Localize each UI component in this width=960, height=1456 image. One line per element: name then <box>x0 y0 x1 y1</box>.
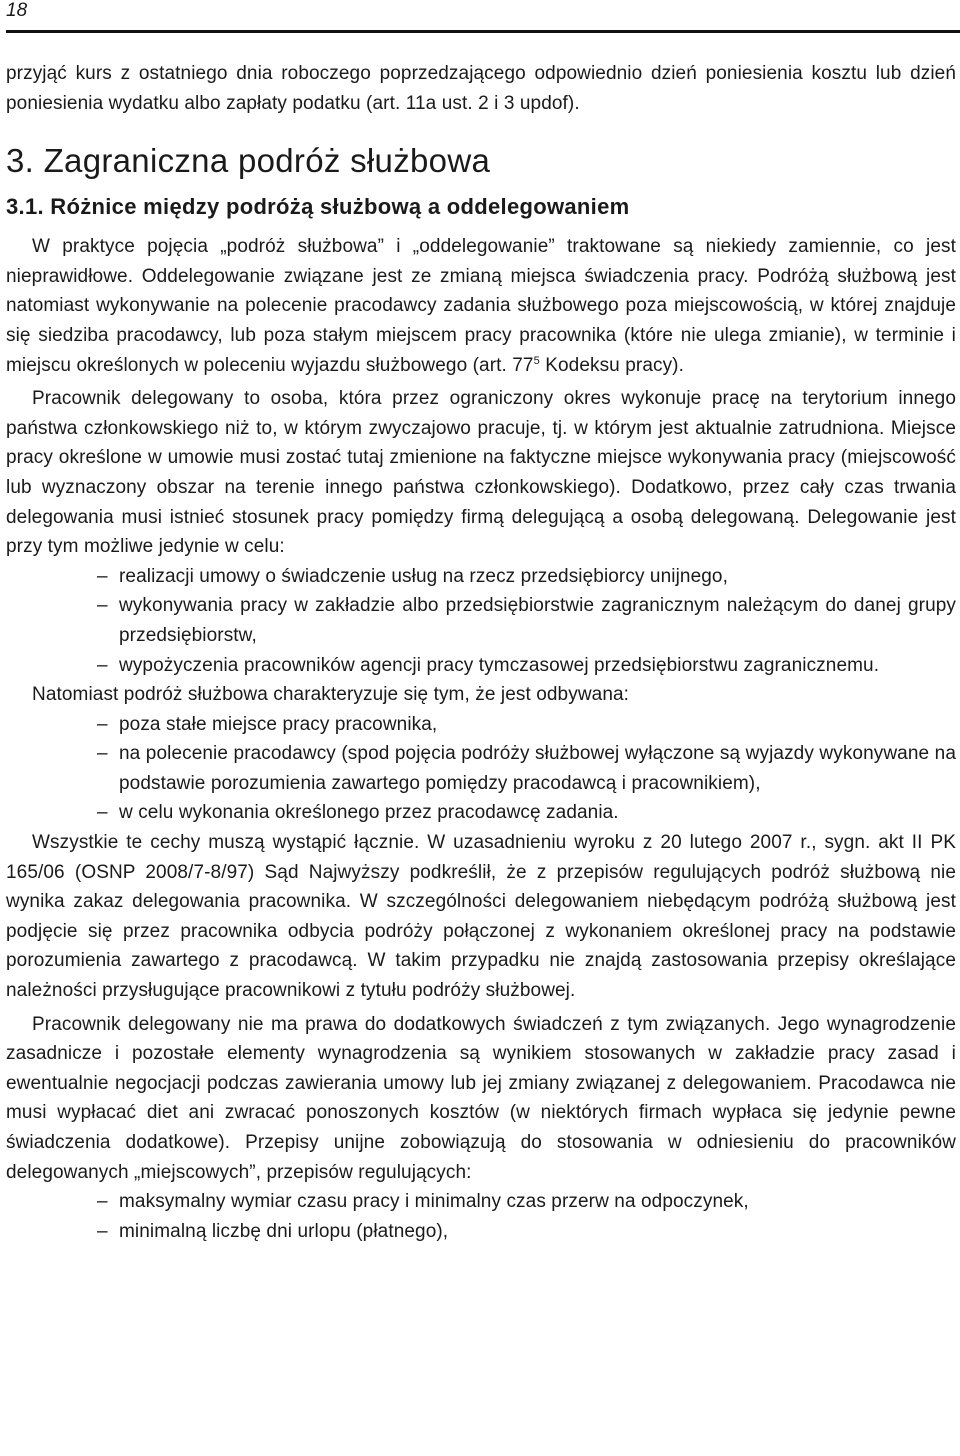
paragraph-4: Wszystkie te cechy muszą wystąpić łącznie. W uzasadnieniu wyroku z 20 lutego 2007 r., sygn. akt II PK 165/06 (OSNP 2008/7-8/97) Sąd Najwyższy podkreślił, że z przepisów regulujących podróż służbową nie wynika zakaz delegowania pracownika. W szczególności delegowaniem niebędącym podróżą służbową jest podjęcie się przez pracownika odbycia podróży połączonej z wykonaniem określonej pracy na podstawie porozumienia zawartego z pracodawcą. W takim przypadku nie znajdą zastosowania przepisy określające należności przysługujące pracownikowi z tytułu podróży służbowej. <box>6 832 956 1002</box>
list-item: – poza stałe miejsce pracy pracownika, <box>119 710 956 740</box>
list-item: – na polecenie pracodawcy (spod pojęcia podróży służbowej wyłączone są wyjazdy wykonywane na podstawie porozumienia zawartego pomiędzy pracodawcą i pracownikiem), <box>119 739 956 798</box>
dash-bullet <box>97 562 115 592</box>
section-heading: 3. Zagraniczna podróż służbowa <box>6 142 491 180</box>
eu-rules-list <box>6 1187 956 1246</box>
paragraph-1-text: W praktyce pojęcia „podróż służbowa” i „oddelegowanie” traktowane są niekiedy zamiennie, co jest nieprawidłowe. Oddelegowanie związane jest ze zmianą miejsca świadczenia pracy. Podróżą służbową jest natomiast wykonywanie na polecenie pracodawcy zadania służbowego poza miejscowością, w której znajduje się siedziba pracodawcy, lub poza stałym miejscem pracy pracownika (które nie ulega zmianie), w terminie i miejscu określonych w poleceniu wyjazdu służbowego (art. 77 <box>6 236 956 376</box>
list-item: – minimalną liczbę dni urlopu (płatnego), <box>119 1217 956 1247</box>
dash-bullet <box>97 798 115 828</box>
intro-paragraph: przyjąć kurs z ostatniego dnia roboczego poprzedzającego odpowiednio dzień poniesienia kosztu lub dzień poniesienia wydatku albo zapłaty podatku (art. 11a ust. 2 i 3 updof). <box>6 63 956 114</box>
dash-bullet <box>97 1217 115 1247</box>
delegation-purpose-list <box>6 562 956 680</box>
dash-bullet <box>97 1187 115 1217</box>
page-number: 18 <box>6 0 28 21</box>
paragraph-1-tail: Kodeksu pracy). <box>539 354 684 376</box>
list-item: – realizacji umowy o świadczenie usług na rzecz przedsiębiorcy unijnego, <box>119 562 956 592</box>
article-superscript: 5 <box>533 354 540 367</box>
list-item: – maksymalny wymiar czasu pracy i minimalny czas przerw na odpoczynek, <box>119 1187 956 1217</box>
list-item: – wypożyczenia pracowników agencji pracy tymczasowej przedsiębiorstwu zagranicznemu. <box>119 651 956 681</box>
dash-bullet <box>97 739 115 769</box>
dash-bullet <box>97 651 115 681</box>
paragraph-3: Natomiast podróż służbowa charakteryzuje się tym, że jest odbywana: <box>32 684 630 706</box>
dash-bullet <box>97 710 115 740</box>
page-content <box>6 59 956 1246</box>
list-item: – w celu wykonania określonego przez pracodawcę zadania. <box>119 798 956 828</box>
paragraph-5: Pracownik delegowany nie ma prawa do dodatkowych świadczeń z tym związanych. Jego wynagrodzenie zasadnicze i pozostałe elementy wynagrodzenia są wynikiem stosowanych w zakładzie pracy zasad i ewentualnie negocjacji podczas zawierania umowy lub jej zmiany związanej z delegowaniem. Pracodawca nie musi wypłacać diet ani zwracać ponoszonych kosztów (w niektórych firmach wypłaca się jedynie pewne świadczenia dodatkowe). Przepisy unijne zobowiązują do stosowania w odniesieniu do pracowników delegowanych „miejscowych”, przepisów regulujących: <box>6 1013 956 1183</box>
subsection-heading: 3.1. Różnice między podróżą służbową a oddelegowaniem <box>6 194 630 220</box>
dash-bullet <box>97 591 115 621</box>
paragraph-2: Pracownik delegowany to osoba, która przez ograniczony okres wykonuje pracę na terytorium innego państwa członkowskiego niż to, w którym zwyczajowo pracuje, tj. w którym jest aktualnie zatrudniona. Miejsce pracy określone w umowie musi zostać tutaj zmienione na faktyczne miejsce wykonywania pracy (miejscowość lub wyznaczony obszar na terenie innego państwa członkowskiego). Dodatkowo, przez cały czas trwania delegowania musi istnieć stosunek pracy pomiędzy firmą delegującą a osobą delegowaną. Delegowanie jest przy tym możliwe jedynie w celu: <box>6 388 956 558</box>
header-rule <box>6 30 960 33</box>
paragraph-1 <box>6 232 956 380</box>
business-trip-features-list <box>6 710 956 828</box>
list-item: – wykonywania pracy w zakładzie albo przedsiębiorstwie zagranicznym należącym do danej grupy przedsiębiorstw, <box>119 591 956 650</box>
